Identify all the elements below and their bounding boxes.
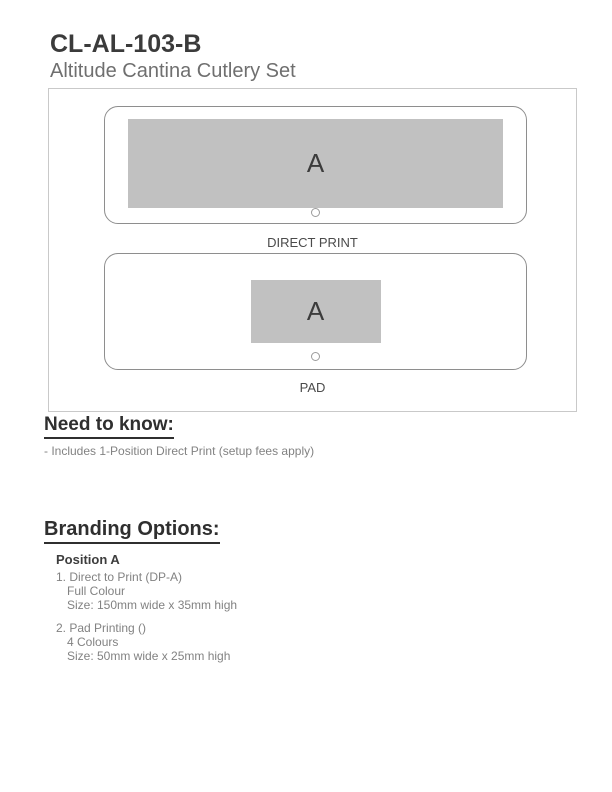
- snap-button-circle-icon: [311, 352, 320, 361]
- branding-option-1-size: Size: 150mm wide x 35mm high: [67, 598, 238, 612]
- pad-print-label: PAD: [299, 380, 326, 395]
- position-a-heading: Position A: [56, 552, 120, 567]
- print-position-letter: A: [306, 148, 325, 178]
- branding-option-2-title: 2. Pad Printing (): [56, 621, 147, 635]
- print-position-letter: A: [306, 296, 325, 326]
- branding-option-2-size: Size: 50mm wide x 25mm high: [67, 649, 231, 663]
- diagram-panel: [48, 88, 577, 412]
- pad-print-area: [251, 280, 381, 343]
- product-name-subtitle: Altitude Cantina Cutlery Set: [50, 60, 296, 82]
- branding-options-heading: Branding Options:: [44, 518, 220, 544]
- direct-print-label: DIRECT PRINT: [267, 235, 358, 250]
- need-to-know-heading: Need to know:: [44, 414, 174, 439]
- branding-option-2-colour: 4 Colours: [67, 635, 119, 649]
- direct-print-area: [128, 119, 503, 208]
- snap-button-circle-icon: [311, 208, 320, 217]
- product-code-title: CL-AL-103-B: [50, 30, 202, 58]
- pad-print-product-outline: [104, 253, 527, 370]
- need-to-know-item: - Includes 1-Position Direct Print (setup fees apply): [44, 444, 315, 458]
- branding-option-1-title: 1. Direct to Print (DP-A): [56, 570, 183, 584]
- branding-option-1-colour: Full Colour: [67, 584, 126, 598]
- direct-print-product-outline: [104, 106, 527, 224]
